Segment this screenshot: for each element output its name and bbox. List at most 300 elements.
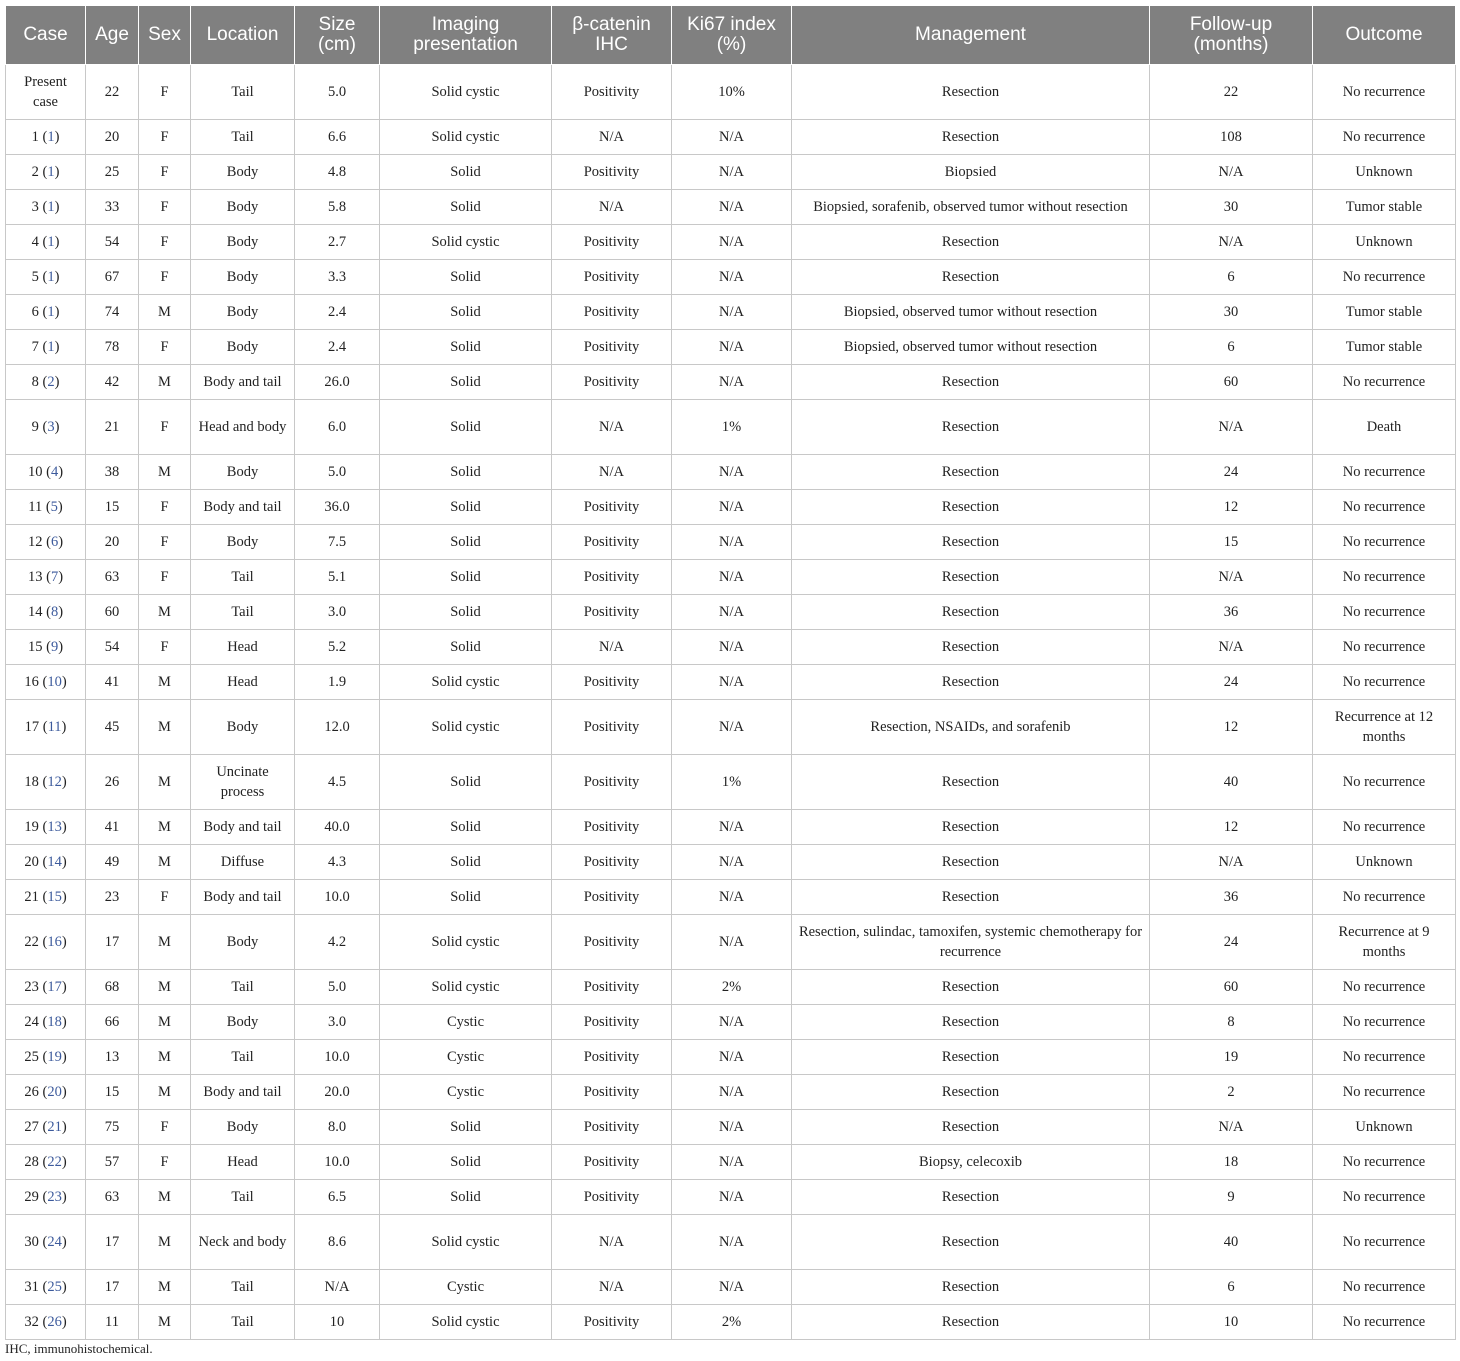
cell-bcatenin: Positivity [552, 1040, 672, 1075]
cell-imaging: Solid [380, 630, 552, 665]
cell-sex: F [139, 630, 191, 665]
case-number: 20 [24, 854, 39, 870]
cell-bcatenin: Positivity [552, 365, 672, 400]
cell-ki67: N/A [672, 330, 792, 365]
cell-age: 17 [86, 1270, 139, 1305]
cell-management: Biopsied, sorafenib, observed tumor without resection [792, 190, 1150, 225]
reference-link[interactable]: 4 [50, 464, 59, 480]
reference-link[interactable]: 16 [47, 934, 62, 950]
case-number: 13 [27, 569, 43, 585]
cell-imaging: Cystic [380, 1270, 552, 1305]
cell-location: Tail [191, 595, 295, 630]
cell-case: 18 (12) [6, 755, 86, 810]
cell-age: 54 [86, 225, 139, 260]
cell-size: 4.5 [295, 755, 380, 810]
cell-followup: N/A [1150, 400, 1313, 455]
cell-ki67: N/A [672, 365, 792, 400]
case-number: 2 [31, 164, 39, 180]
cell-bcatenin: Positivity [552, 595, 672, 630]
col-case-header: Case [6, 6, 86, 65]
table-row [6, 595, 1456, 630]
cell-imaging: Solid [380, 260, 552, 295]
cell-location: Body [191, 915, 295, 970]
cell-outcome: No recurrence [1313, 260, 1456, 295]
case-number: 4 [31, 234, 39, 250]
reference-link[interactable]: 9 [50, 639, 59, 655]
cell-sex: M [139, 1270, 191, 1305]
cell-outcome: No recurrence [1313, 525, 1456, 560]
cell-imaging: Solid [380, 400, 552, 455]
case-number: 9 [31, 419, 39, 435]
cell-imaging: Solid cystic [380, 225, 552, 260]
cell-sex: M [139, 595, 191, 630]
cell-case: 3 (1) [6, 190, 86, 225]
cell-size: 5.0 [295, 455, 380, 490]
cell-case: 10 (4) [6, 455, 86, 490]
cell-sex: M [139, 915, 191, 970]
cell-location: Body and tail [191, 810, 295, 845]
reference-link[interactable]: 20 [47, 1084, 62, 1100]
case-number: 29 [24, 1189, 39, 1205]
table-row [6, 190, 1456, 225]
cell-case: 7 (1) [6, 330, 86, 365]
col-followup-header: Follow-up (months) [1150, 6, 1313, 65]
cell-bcatenin: Positivity [552, 225, 672, 260]
cell-age: 75 [86, 1110, 139, 1145]
cell-followup: 6 [1150, 260, 1313, 295]
cell-ki67: N/A [672, 1270, 792, 1305]
cell-size: 5.2 [295, 630, 380, 665]
case-number: 11 [28, 499, 43, 515]
cell-size: 10.0 [295, 880, 380, 915]
cell-location: Body [191, 260, 295, 295]
cell-outcome: Unknown [1313, 225, 1456, 260]
cell-size: 20.0 [295, 1075, 380, 1110]
cell-bcatenin: Positivity [552, 1145, 672, 1180]
table-row [6, 155, 1456, 190]
cell-ki67: N/A [672, 595, 792, 630]
cell-location: Body [191, 330, 295, 365]
table-row [6, 1145, 1456, 1180]
cell-size: 40.0 [295, 810, 380, 845]
case-number: 7 [31, 339, 39, 355]
case-number: 10 [27, 464, 43, 480]
case-number: 12 [27, 534, 43, 550]
cell-bcatenin: N/A [552, 1215, 672, 1270]
cell-ki67: N/A [672, 1040, 792, 1075]
cell-imaging: Solid cystic [380, 1305, 552, 1340]
cell-outcome: No recurrence [1313, 1180, 1456, 1215]
cell-case: 14 (8) [6, 595, 86, 630]
cell-location: Tail [191, 560, 295, 595]
cell-ki67: 1% [672, 400, 792, 455]
cell-management: Resection [792, 525, 1150, 560]
cell-location: Body and tail [191, 1075, 295, 1110]
cell-sex: M [139, 1040, 191, 1075]
cell-outcome: No recurrence [1313, 970, 1456, 1005]
cell-case: 30 (24) [6, 1215, 86, 1270]
cell-ki67: N/A [672, 915, 792, 970]
cell-age: 68 [86, 970, 139, 1005]
cell-sex: M [139, 970, 191, 1005]
cell-followup: 6 [1150, 330, 1313, 365]
cell-outcome: No recurrence [1313, 1040, 1456, 1075]
reference-link[interactable]: 2 [47, 374, 55, 390]
header-row [6, 6, 1456, 65]
cell-size: 36.0 [295, 490, 380, 525]
case-number: 24 [24, 1014, 39, 1030]
cell-location: Neck and body [191, 1215, 295, 1270]
reference-link[interactable]: 6 [50, 534, 59, 550]
cell-bcatenin: N/A [552, 120, 672, 155]
cell-outcome: Unknown [1313, 155, 1456, 190]
cell-bcatenin: Positivity [552, 1180, 672, 1215]
reference-link[interactable]: 1 [47, 304, 55, 320]
table-row [6, 755, 1456, 810]
table-row [6, 400, 1456, 455]
cell-case: 1 (1) [6, 120, 86, 155]
cell-size: 4.3 [295, 845, 380, 880]
cell-sex: F [139, 490, 191, 525]
cell-size: 2.7 [295, 225, 380, 260]
cell-size: 6.5 [295, 1180, 380, 1215]
cell-bcatenin: Positivity [552, 560, 672, 595]
cell-ki67: N/A [672, 190, 792, 225]
reference-link[interactable]: 17 [47, 979, 62, 995]
cell-outcome: No recurrence [1313, 1075, 1456, 1110]
cell-bcatenin: Positivity [552, 490, 672, 525]
reference-link[interactable]: 8 [50, 604, 59, 620]
reference-link[interactable]: 22 [47, 1154, 62, 1170]
table-row [6, 120, 1456, 155]
cell-age: 41 [86, 810, 139, 845]
cell-management: Resection [792, 560, 1150, 595]
reference-link[interactable]: 11 [47, 719, 62, 735]
cell-location: Tail [191, 1040, 295, 1075]
reference-link[interactable]: 1 [47, 164, 55, 180]
cell-imaging: Cystic [380, 1040, 552, 1075]
reference-link[interactable]: 23 [47, 1189, 62, 1205]
table-row [6, 560, 1456, 595]
cell-followup: 6 [1150, 1270, 1313, 1305]
cell-sex: F [139, 225, 191, 260]
cell-bcatenin: Positivity [552, 970, 672, 1005]
reference-link[interactable]: 7 [50, 569, 59, 585]
cell-imaging: Solid cystic [380, 970, 552, 1005]
case-number: 15 [27, 639, 43, 655]
cell-age: 38 [86, 455, 139, 490]
cell-case: 15 (9) [6, 630, 86, 665]
cell-management: Resection, sulindac, tamoxifen, systemic chemotherapy for recurrence [792, 915, 1150, 970]
reference-link[interactable]: 1 [47, 339, 55, 355]
cell-case: 5 (1) [6, 260, 86, 295]
cell-sex: M [139, 1075, 191, 1110]
cell-sex: F [139, 65, 191, 120]
cell-ki67: N/A [672, 1110, 792, 1145]
table-row [6, 330, 1456, 365]
cell-imaging: Solid [380, 525, 552, 560]
reference-link[interactable]: 1 [47, 234, 55, 250]
cell-bcatenin: N/A [552, 455, 672, 490]
cell-bcatenin: Positivity [552, 700, 672, 755]
cell-age: 42 [86, 365, 139, 400]
case-number: 32 [24, 1314, 39, 1330]
cell-imaging: Solid cystic [380, 1215, 552, 1270]
table-row [6, 455, 1456, 490]
cell-size: 1.9 [295, 665, 380, 700]
case-number: 31 [24, 1279, 39, 1295]
table-row [6, 1305, 1456, 1340]
cell-sex: M [139, 1180, 191, 1215]
reference-link[interactable]: 3 [47, 419, 55, 435]
reference-link[interactable]: 19 [47, 1049, 62, 1065]
reference-link[interactable]: 10 [47, 674, 62, 690]
cell-location: Body [191, 700, 295, 755]
cell-ki67: N/A [672, 560, 792, 595]
cell-size: 10.0 [295, 1145, 380, 1180]
cell-sex: M [139, 1005, 191, 1040]
case-number: 27 [24, 1119, 39, 1135]
case-number: 5 [31, 269, 39, 285]
cell-location: Body [191, 525, 295, 560]
cell-ki67: N/A [672, 1075, 792, 1110]
case-number: 16 [24, 674, 39, 690]
cell-outcome: No recurrence [1313, 630, 1456, 665]
cell-ki67: N/A [672, 880, 792, 915]
cell-management: Resection [792, 1270, 1150, 1305]
cell-case: 28 (22) [6, 1145, 86, 1180]
reference-link[interactable]: 25 [47, 1279, 62, 1295]
cell-size: 10.0 [295, 1040, 380, 1075]
cell-age: 78 [86, 330, 139, 365]
cell-location: Tail [191, 65, 295, 120]
table-row [6, 65, 1456, 120]
col-age-header: Age [86, 6, 139, 65]
cell-size: 10 [295, 1305, 380, 1340]
cell-ki67: N/A [672, 1180, 792, 1215]
cell-management: Resection, NSAIDs, and sorafenib [792, 700, 1150, 755]
cell-imaging: Solid [380, 1110, 552, 1145]
cell-ki67: 2% [672, 1305, 792, 1340]
cell-location: Body and tail [191, 880, 295, 915]
cell-bcatenin: Positivity [552, 1005, 672, 1040]
cell-outcome: Unknown [1313, 1110, 1456, 1145]
cell-outcome: No recurrence [1313, 880, 1456, 915]
cell-age: 66 [86, 1005, 139, 1040]
cell-bcatenin: Positivity [552, 810, 672, 845]
cell-management: Biopsy, celecoxib [792, 1145, 1150, 1180]
cell-case: 21 (15) [6, 880, 86, 915]
cell-outcome: No recurrence [1313, 665, 1456, 700]
cell-location: Body [191, 1110, 295, 1145]
case-number: 21 [24, 889, 39, 905]
cell-size: 12.0 [295, 700, 380, 755]
cell-management: Resection [792, 400, 1150, 455]
cell-outcome: No recurrence [1313, 755, 1456, 810]
reference-link[interactable]: 14 [47, 854, 62, 870]
reference-link[interactable]: 1 [47, 199, 55, 215]
cell-size: 3.3 [295, 260, 380, 295]
cell-sex: F [139, 120, 191, 155]
col-ki67-header: Ki67 index (%) [672, 6, 792, 65]
cell-followup: 10 [1150, 1305, 1313, 1340]
cell-case: 6 (1) [6, 295, 86, 330]
reference-link[interactable]: 21 [47, 1119, 62, 1135]
cell-ki67: N/A [672, 155, 792, 190]
case-number: 3 [31, 199, 39, 215]
cell-outcome: No recurrence [1313, 1270, 1456, 1305]
reference-link[interactable]: 5 [50, 499, 58, 515]
col-management-header: Management [792, 6, 1150, 65]
cell-ki67: N/A [672, 810, 792, 845]
reference-link[interactable]: 12 [47, 774, 62, 790]
cell-management: Resection [792, 1305, 1150, 1340]
cell-followup: 19 [1150, 1040, 1313, 1075]
cell-size: 4.2 [295, 915, 380, 970]
cell-sex: F [139, 190, 191, 225]
table-row [6, 880, 1456, 915]
cell-location: Uncinate process [191, 755, 295, 810]
cell-outcome: Tumor stable [1313, 330, 1456, 365]
case-number: 28 [24, 1154, 39, 1170]
cell-location: Body [191, 1005, 295, 1040]
cell-sex: M [139, 455, 191, 490]
cell-imaging: Solid [380, 295, 552, 330]
cell-outcome: Tumor stable [1313, 190, 1456, 225]
cell-imaging: Solid cystic [380, 665, 552, 700]
cell-imaging: Solid [380, 880, 552, 915]
cell-followup: 40 [1150, 1215, 1313, 1270]
cell-outcome: No recurrence [1313, 1005, 1456, 1040]
cell-size: 5.0 [295, 970, 380, 1005]
cell-location: Body and tail [191, 365, 295, 400]
cell-outcome: No recurrence [1313, 65, 1456, 120]
case-number: 17 [24, 719, 40, 735]
case-number: 18 [24, 774, 39, 790]
cell-ki67: N/A [672, 225, 792, 260]
cell-bcatenin: Positivity [552, 1110, 672, 1145]
cell-imaging: Solid [380, 455, 552, 490]
cell-age: 67 [86, 260, 139, 295]
col-bcatenin-header: β-catenin IHC [552, 6, 672, 65]
cell-bcatenin: Positivity [552, 65, 672, 120]
cell-sex: F [139, 525, 191, 560]
reference-link[interactable]: 24 [47, 1234, 62, 1250]
cell-size: 4.8 [295, 155, 380, 190]
cell-management: Resection [792, 810, 1150, 845]
cell-outcome: No recurrence [1313, 365, 1456, 400]
cell-age: 49 [86, 845, 139, 880]
cell-outcome: No recurrence [1313, 1145, 1456, 1180]
cell-sex: F [139, 260, 191, 295]
cell-case: 11 (5) [6, 490, 86, 525]
cell-followup: 9 [1150, 1180, 1313, 1215]
cell-followup: 18 [1150, 1145, 1313, 1180]
table-row [6, 970, 1456, 1005]
cell-case: 19 (13) [6, 810, 86, 845]
cell-ki67: N/A [672, 260, 792, 295]
reference-link[interactable]: 13 [47, 819, 62, 835]
cell-sex: M [139, 295, 191, 330]
reference-link[interactable]: 15 [47, 889, 62, 905]
table-row [6, 490, 1456, 525]
table-body [6, 65, 1456, 1340]
cell-management: Biopsied [792, 155, 1150, 190]
cell-management: Resection [792, 260, 1150, 295]
cell-sex: F [139, 155, 191, 190]
cell-location: Body [191, 155, 295, 190]
table-row [6, 260, 1456, 295]
cell-sex: M [139, 810, 191, 845]
table-container [5, 5, 1455, 1340]
cell-size: N/A [295, 1270, 380, 1305]
cell-followup: N/A [1150, 560, 1313, 595]
cell-age: 13 [86, 1040, 139, 1075]
case-number: 22 [24, 934, 39, 950]
cell-sex: M [139, 755, 191, 810]
col-imaging-header: Imaging presentation [380, 6, 552, 65]
cell-location: Tail [191, 1305, 295, 1340]
cell-location: Tail [191, 970, 295, 1005]
cell-age: 22 [86, 65, 139, 120]
cell-age: 26 [86, 755, 139, 810]
reference-link[interactable]: 18 [47, 1014, 62, 1030]
cell-case: 8 (2) [6, 365, 86, 400]
table-row [6, 810, 1456, 845]
cell-management: Resection [792, 1180, 1150, 1215]
reference-link[interactable]: 26 [47, 1314, 62, 1330]
cell-size: 5.8 [295, 190, 380, 225]
cell-management: Biopsied, observed tumor without resection [792, 330, 1150, 365]
cell-imaging: Solid cystic [380, 65, 552, 120]
cell-bcatenin: N/A [552, 400, 672, 455]
cell-size: 3.0 [295, 595, 380, 630]
cell-bcatenin: Positivity [552, 755, 672, 810]
cell-followup: 24 [1150, 915, 1313, 970]
cell-age: 23 [86, 880, 139, 915]
table-row [6, 1040, 1456, 1075]
cell-size: 8.0 [295, 1110, 380, 1145]
cell-age: 11 [86, 1305, 139, 1340]
cell-outcome: Recurrence at 9 months [1313, 915, 1456, 970]
cell-ki67: N/A [672, 455, 792, 490]
cell-bcatenin: Positivity [552, 260, 672, 295]
cell-age: 17 [86, 1215, 139, 1270]
cell-management: Resection [792, 65, 1150, 120]
cell-followup: 22 [1150, 65, 1313, 120]
cell-imaging: Solid cystic [380, 915, 552, 970]
cell-age: 15 [86, 1075, 139, 1110]
table-row [6, 630, 1456, 665]
cell-ki67: N/A [672, 490, 792, 525]
reference-link[interactable]: 1 [47, 269, 55, 285]
cell-imaging: Solid [380, 595, 552, 630]
cell-ki67: N/A [672, 630, 792, 665]
table-row [6, 845, 1456, 880]
reference-link[interactable]: 1 [47, 129, 55, 145]
case-number: 25 [24, 1049, 39, 1065]
cell-outcome: Recurrence at 12 months [1313, 700, 1456, 755]
case-number: 6 [31, 304, 39, 320]
cell-age: 20 [86, 120, 139, 155]
cell-bcatenin: Positivity [552, 525, 672, 560]
cell-bcatenin: Positivity [552, 330, 672, 365]
cell-ki67: N/A [672, 665, 792, 700]
cell-age: 63 [86, 1180, 139, 1215]
cell-age: 41 [86, 665, 139, 700]
cell-case: 20 (14) [6, 845, 86, 880]
table-row [6, 1005, 1456, 1040]
